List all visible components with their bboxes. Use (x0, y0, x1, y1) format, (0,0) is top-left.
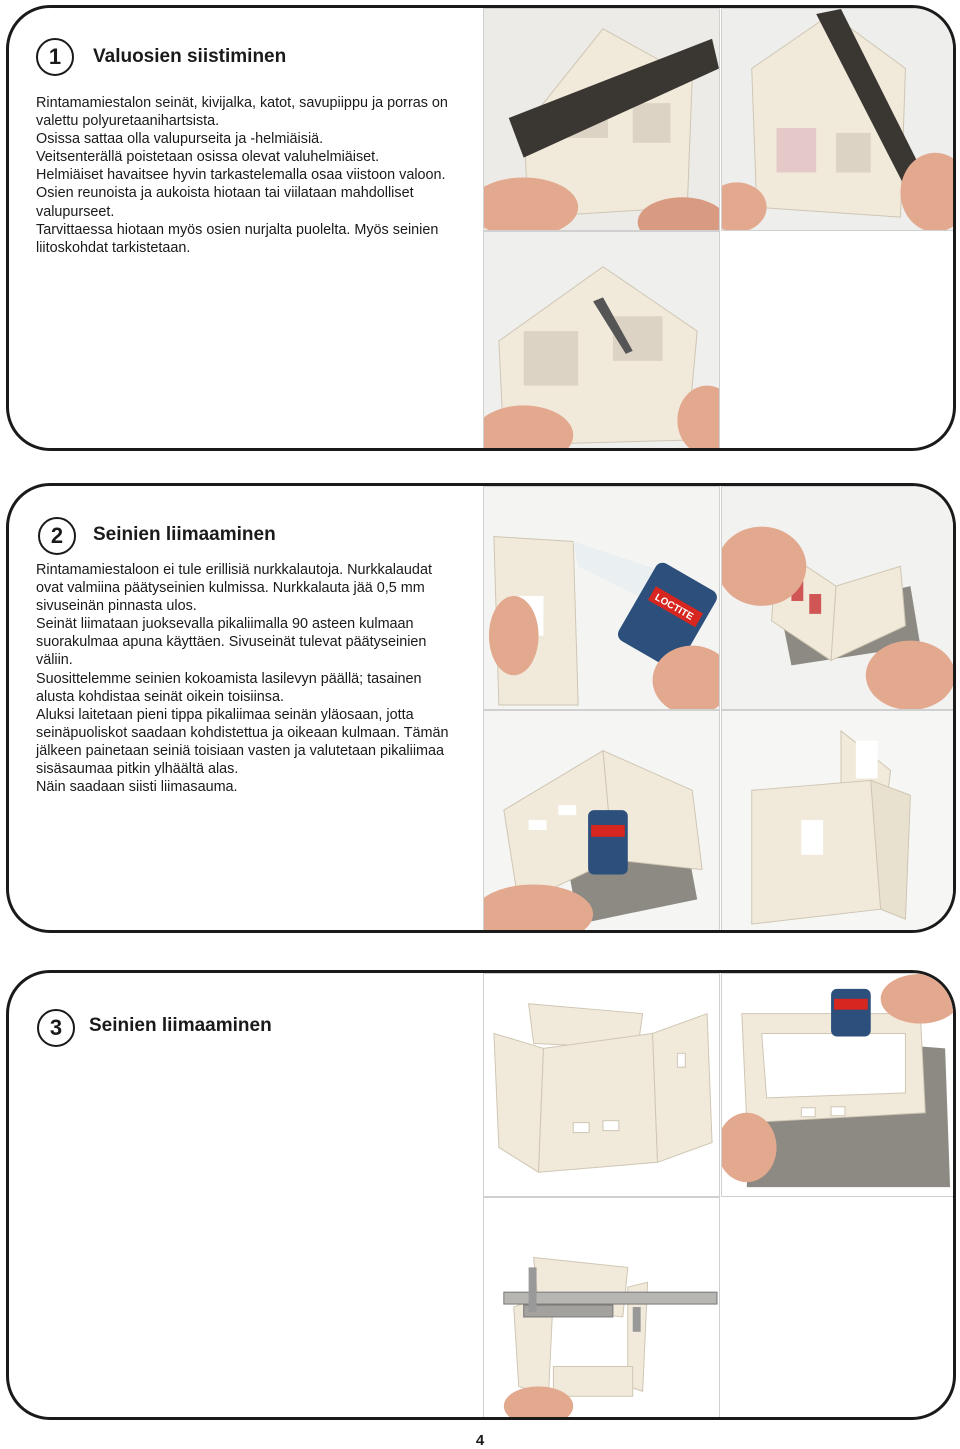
photo-glue-seam (483, 710, 720, 933)
photo-filing-wall (483, 8, 720, 231)
step-number: 1 (48, 44, 62, 69)
photo-walls-on-glass (721, 973, 956, 1197)
paragraph: Rintamamiestalon seinät, kivijalka, katot, savupiippu ja porras on valettu polyuretaanihartsista. (36, 95, 448, 130)
paragraph: Osissa sattaa olla valupurseita ja -helmiäisiä. (36, 131, 324, 148)
photo-knife-cleaning (483, 231, 720, 451)
step-2-text (36, 561, 456, 796)
photo-caliper-measure (483, 1197, 720, 1420)
paragraph: Osien reunoista ja aukoista hiotaan tai viilataan mahdolliset valupurseet. (36, 185, 414, 220)
paragraph: Helmiäiset havaitsee hyvin tarkastelemalla osaa viistoon valoon. (36, 167, 446, 184)
step-3-card (6, 970, 956, 1420)
step-number-badge (37, 1009, 75, 1047)
paragraph: Rintamamiestaloon ei tule erillisiä nurkkalautoja. Nurkkalaudat ovat valmiina päätyseinien kulmissa. Nurkkalauta jää 0,5 mm sivuseinän pinnasta ulos. (36, 562, 432, 615)
photo-glue-wall (483, 486, 720, 710)
step-title: Seinien liimaaminen (89, 1015, 272, 1036)
photo-corner-clamp (721, 486, 956, 710)
glue-brand-label: LOCTITE (652, 592, 695, 623)
page-number: 4 (475, 1432, 485, 1449)
step-number: 3 (49, 1015, 63, 1040)
photo-file-edge (721, 8, 956, 231)
step-1-card (6, 5, 956, 451)
step-2-card (6, 483, 956, 933)
paragraph: Seinät liimataan juoksevalla pikaliimalla 90 asteen kulmaan suorakulmaa apuna käyttäen. Sivuseinät tulevat päätyseinien väliin. (36, 616, 427, 669)
paragraph: Aluksi laitetaan pieni tippa pikaliimaa seinän yläosaan, jotta seinäpuoliskot saadaan kohdistettua ja oikeaan kulmaan. Tämän jälkeen painetaan seiniä toisiaan vasten ja valutetaan pikaliimaa sisäsaumaa pitkin ylhäältä alas. (36, 706, 449, 778)
photo-end-wall-assembled (721, 710, 956, 933)
step-title: Seinien liimaaminen (93, 524, 276, 545)
step-number-badge (38, 517, 76, 555)
photo-walls-standing (483, 973, 720, 1197)
step-1-text (36, 94, 461, 257)
paragraph: Suosittelemme seinien kokoamista lasilevyn päällä; tasainen alusta kohdistaa seinät oikein toisiinsa. (36, 670, 422, 705)
step-number: 2 (50, 523, 64, 548)
paragraph: Veitsenterällä poistetaan osissa olevat valuhelmiäiset. (36, 149, 380, 166)
paragraph: Näin saadaan siisti liimasauma. (36, 779, 238, 796)
step-title: Valuosien siistiminen (93, 46, 287, 67)
paragraph: Tarvittaessa hiotaan myös osien nurjalta puolelta. Myös seinien liitoskohdat tarkistetaan. (36, 221, 439, 256)
step-number-badge (36, 38, 74, 76)
